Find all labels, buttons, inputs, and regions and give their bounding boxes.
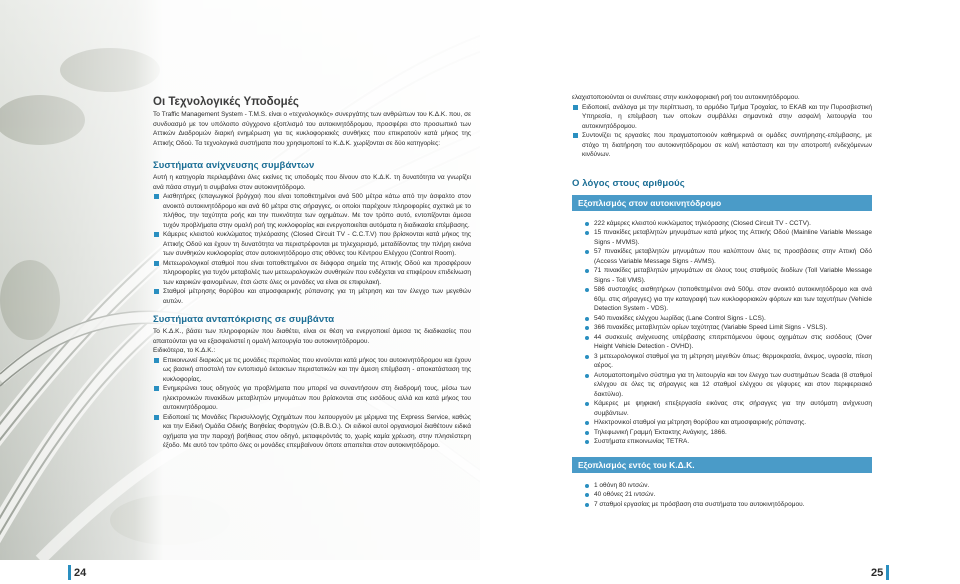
list-item: 57 πινακίδες μεταβλητών μηνυμάτων που καλύπτουν όλες τις προσβάσεις στην Αττική Οδό (Access Variable Message Signs - AVMS). [582,247,872,266]
continued-line: ελαχιστοποιούνται οι συνέπειες στην κυκλοφοριακή ροή του αυτοκινητόδρομου. [572,94,800,101]
footer-strip [0,562,960,584]
list-item: 222 κάμερες κλειστού κυκλώματος τηλεόρασης (Closed Circuit TV - CCTV). [582,219,872,229]
numbers-heading: Ο λόγος στους αριθμούς [572,177,685,189]
page-marker-left [68,565,71,580]
list-item: 1 οθόνη 80 ιντσών. [582,481,872,491]
detection-item: Μετεωρολογικοί σταθμοί που είναι τοποθετημένοι σε διάφορα σημεία της Αττικής Οδού και προσφέρουν πληροφορίες για τυχόν μεταβολές των μετεωρολογικών συνθηκών που ενδέχεται να επιφέρουν επιδείνωση των καιρικών φαινομένων, έτσι ώστε όλες οι μονάδες να είναι σε επιφυλακή. [153,259,471,288]
page-number-right: 25 [871,567,884,579]
right-page-text [572,93,872,509]
response-sub: Ειδικότερα, το Κ.Δ.Κ.: [153,347,216,354]
equipment-bar: Εξοπλισμός στον αυτοκινητόδρομο [572,195,872,211]
equipment-list [582,219,872,447]
response-item: Επικοινωνεί διαρκώς με τις μονάδες περιπολίας που κινούνται κατά μήκος του αυτοκινητόδρομου και έχουν ως βασική αποστολή τον εντοπισμό έκτακτων περιστατικών και την άμεση επέμβαση - αποκατάσταση της κυκλοφορίας. [153,356,471,385]
list-item: 586 συστοιχίες αισθητήρων (τοποθετημένοι ανά 500μ. στον ανοικτό αυτοκινητόδρομο και ανά 60μ. στις σήραγγες) για την καταγραφή των κυκλοφοριακών φόρτων και των ταχυτήτων (Vehicle Detection System - VDS). [582,285,872,314]
response-item: Ειδοποιεί, ανάλογα με την περίπτωση, το αρμόδιο Τμήμα Τροχαίας, το ΕΚΑΒ και την Πυροσβεστική Υπηρεσία, η επέμβαση των οποίων συμβάλλει σημαντικά στην ασφαλή λειτουργία του αυτοκινητόδρομου. [572,103,872,132]
response-intro: Το Κ.Δ.Κ., βάσει των πληροφοριών που διαθέτει, είναι σε θέση να ενεργοποιεί άμεσα τις διαδικασίες που απαιτούνται για να εξασφαλιστεί η ομαλή λειτουργία του αυτοκινητόδρομου. [153,328,471,345]
response-item: Συντονίζει τις εργασίες που πραγματοποιούν καθημερινά οι ομάδες συντήρησης-επέμβασης, με στόχο τη διατήρηση του αυτοκινητόδρομου σε καλή κατάσταση και την αποτροπή ενδεχόμενων κινδύνων. [572,131,872,160]
list-item: Κάμερες με ψηφιακή επεξεργασία εικόνας στις σήραγγες για την αυτόματη ανίχνευση συμβάντων. [582,399,872,418]
page-marker-right [886,565,889,580]
detection-heading: Συστήματα ανίχνευσης συμβάντων [153,160,315,171]
response-item: Ειδοποιεί τις Μονάδες Περισυλλογής Οχημάτων που λειτουργούν με μέριμνα της Express Service, καθώς και την Ειδική Ομάδα Οδικής Βοηθείας Φορτηγών (Ο.Β.Β.Ο.). Οι ειδικοί αυτοί οργανισμοί διαθέτουν ειδικά οχήματα για την παροχή βοήθειας στον οδηγό, μεταφερόντάς το, χωρίς καμία χρέωση, στην πλησιέστερη έξοδο. Με αυτό τον τρόπο όλες οι μονάδες επεμβαίνουν όποτε απαιτείται στον αυτοκινητόδρομο. [153,413,471,451]
list-item: Τηλεφωνική Γραμμή Έκτακτης Ανάγκης, 1866. [582,428,872,438]
detection-item: Σταθμοί μέτρησης θορύβου και ατμοσφαιρικής ρύπανσης για τη μέτρηση και τον έλεγχο των μεγεθών αυτών. [153,287,471,306]
list-item: 7 σταθμοί εργασίας με πρόσβαση στα συστήματα του αυτοκινητόδρομου. [582,500,872,510]
list-item: Συστήματα επικοινωνίας TETRA. [582,437,872,447]
list-item: Αυτοματοποιημένο σύστημα για τη λειτουργία και τον έλεγχο των συστημάτων Scada (8 σταθμοί ελέγχου σε όλες τις σήραγγες και 12 σταθμοί ελέγχου σε γέφυρες και στον περιφερειακό δακτύλιο). [582,371,872,400]
list-item: 540 πινακίδες ελέγχου λωρίδας (Lane Control Signs - LCS). [582,314,872,324]
list-item: 40 οθόνες 21 ιντσών. [582,490,872,500]
list-item: 71 πινακίδες μεταβλητών μηνυμάτων σε όλους τους σταθμούς διοδίων (Toll Variable Message Signs - Toll VMS). [582,266,872,285]
list-item: 44 συσκευές ανίχνευσης υπέρβασης επιτρεπόμενου ύψους οχημάτων στις εισόδους (Over Height Vehicle Detection - OVHD). [582,333,872,352]
kdk-equipment-bar: Εξοπλισμός εντός του Κ.Δ.Κ. [572,457,872,473]
detection-intro: Αυτή η κατηγορία περιλαμβάνει όλες εκείνες τις υποδομές που δίνουν στο Κ.Δ.Κ. τη δυνατότητα να γνωρίζει ανά πάσα στιγμή τι συμβαίνει στον αυτοκινητόδρομο. [153,174,471,191]
section-title: Οι Τεχνολογικές Υποδομές [153,96,299,108]
list-item: 15 πινακίδες μεταβλητών μηνυμάτων κατά μήκος της Αττικής Οδού (Mainline Variable Message Signs - MVMS). [582,228,872,247]
left-page-text [153,96,471,451]
list-item: 366 πινακίδες μεταβλητών ορίων ταχύτητας (Variable Speed Limit Signs - VSLS). [582,323,872,333]
detection-item: Αισθητήρες (επαγωγικοί βρόγχοι) που είναι τοποθετημένοι ανά 500 μέτρα κάτω από την άσφαλτο στον ανοικτό αυτοκινητόδρομο και ανά 60 μέτρα στις σήραγγες, οι οποίοι παρέχουν πληροφορίες σχετικά με το πλήθος, την ταχύτητα ροής και την πυκνότητα των οχημάτων. Με τον τρόπο αυτό, εντοπίζονται άμεσα τυχόν προβλήματα στην ομαλή ροή της κυκλοφορίας και ενεργοποιείται αυτόματα η διαδικασία επέμβασης. [153,192,471,230]
intro-paragraph: Το Traffic Management System - T.M.S. είναι ο «τεχνολογικός» συνεργάτης των ανθρώπων του Κ.Δ.Κ. που, σε συνδυασμό με τον υπόλοιπο σύγχρονο εξοπλισμό του αυτοκινητόδρομου, προσφέρει στο προσωπικό των Αττικών Διαδρομών διαρκή ενημέρωση για τις κυκλοφοριακές συνθήκες που επικρατούν κατά μήκος της Αττικής Οδού. Τα τεχνολογικά συστήματα που χρησιμοποιεί το Κ.Δ.Κ. χωρίζονται σε δύο κατηγορίες: [153,111,471,147]
detection-item: Κάμερες κλειστού κυκλώματος τηλεόρασης (Closed Circuit TV - C.C.T.V) που βρίσκονται κατά μήκος της Αττικής Οδού και έχουν τη δυνατότητα να περιστρέφονται με τηλεχειρισμό, μεταδίδοντας την πλήρη εικόνα των συνθηκών κυκλοφορίας στον αυτοκινητόδρομο στις οθόνες του Κέντρου Ελέγχου (Control Room). [153,230,471,259]
page-number-left: 24 [74,567,87,579]
list-item: 3 μετεωρολογικοί σταθμοί για τη μέτρηση μεγεθών όπως: θερμοκρασία, άνεμος, υγρασία, πίεση αέρος. [582,352,872,371]
kdk-equipment-list [582,481,872,510]
response-heading: Συστήματα ανταπόκρισης σε συμβάντα [153,314,335,325]
list-item: Ηλεκτρονικοί σταθμοί για μέτρηση θορύβου και ατμοσφαιρικής ρύπανσης. [582,418,872,428]
response-item: Ενημερώνει τους οδηγούς για προβλήματα που μπορεί να συναντήσουν στη διαδρομή τους, μέσω των ηλεκτρονικών πινακίδων μεταβλητών μηνυμάτων που βρίσκονται στις εισόδους αλλά και κατά μήκος του αυτοκινητόδρομου. [153,384,471,413]
